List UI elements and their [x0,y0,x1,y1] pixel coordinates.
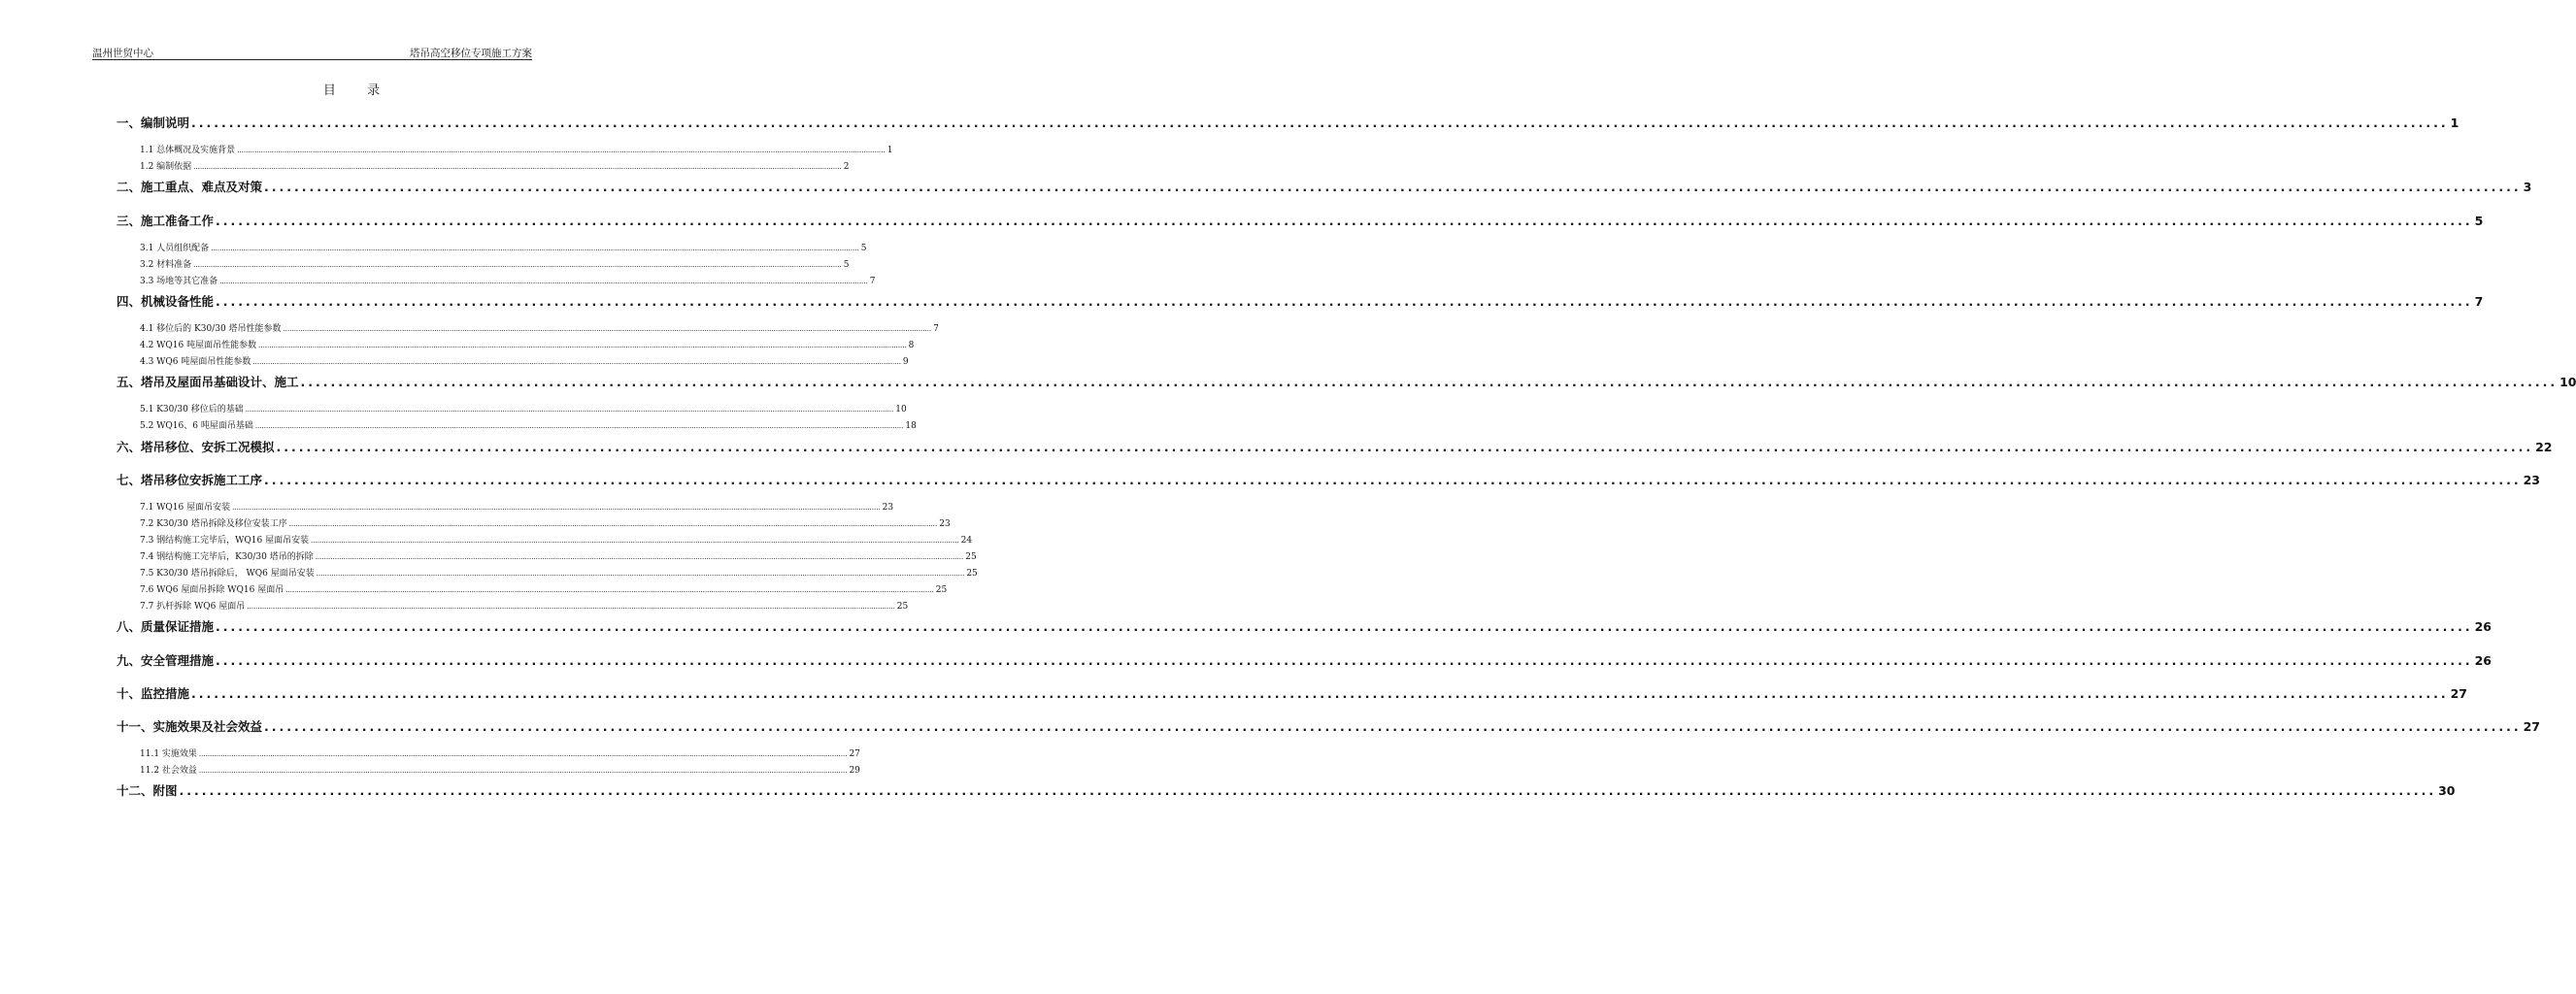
toc-entry-page-number: 26 [2474,619,2492,634]
toc-section-entry[interactable] [140,599,909,612]
toc-entry-page-number: 1 [887,146,893,155]
toc-dot-leader: ............................................................................................................................................................................................................................................................................................................ [276,440,2534,454]
toc-entry-title: 5.1 K30/30 移位后的基础 [140,405,244,414]
toc-entry-title: 二、施工重点、难点及对策 [117,180,263,194]
toc-heading [0,80,703,98]
toc-section-entry[interactable] [140,763,860,776]
toc-entry-title: 4.1 移位后的 K30/30 塔吊性能参数 [140,324,282,334]
toc-dot-leader: ............................................................................................................................................................................................................................................................................................................ [285,586,934,594]
toc-entry-title: 4.2 WQ16 吨屋面吊性能参数 [140,341,257,350]
toc-entry-page-number: 27 [2523,719,2540,734]
toc-dot-leader: ............................................................................................................................................................................................................................................................................................................ [264,180,2522,194]
toc-dot-leader: ............................................................................................................................................................................................................................................................................................................ [300,375,2559,389]
toc-entry-page-number: 3 [2523,180,2532,194]
toc-entry-title: 八、质量保证措施 [117,619,215,634]
toc-chapter-entry[interactable] [117,471,2540,488]
toc-dot-leader: ............................................................................................................................................................................................................................................................................................................ [264,719,2522,734]
toc-entry-page-number: 9 [902,357,909,367]
toc-dot-leader: ............................................................................................................................................................................................................................................................................................................ [258,342,907,349]
toc-entry-title: 7.1 WQ16 屋面吊安装 [140,503,231,513]
toc-entry-title: 一、编制说明 [117,116,190,130]
toc-section-entry[interactable] [140,533,973,546]
toc-entry-page-number: 5 [2474,214,2484,228]
toc-entry-page-number: 25 [966,569,978,579]
toc-chapter-entry[interactable] [117,373,2576,390]
toc-dot-leader: ............................................................................................................................................................................................................................................................................................................ [288,520,938,528]
toc-dot-leader: ............................................................................................................................................................................................................................................................................................................ [252,358,901,366]
toc-entry-page-number: 1 [2450,116,2459,130]
toc-entry-title: 七、塔吊移位安拆施工工序 [117,473,263,487]
toc-dot-leader: ............................................................................................................................................................................................................................................................................................................ [316,570,965,578]
toc-dot-leader: ............................................................................................................................................................................................................................................................................................................ [191,686,2449,701]
toc-dot-leader: ............................................................................................................................................................................................................................................................................................................ [198,767,848,775]
toc-chapter-entry[interactable] [117,178,2532,195]
toc-entry-page-number: 27 [849,749,860,759]
toc-section-entry[interactable] [140,338,915,350]
toc-entry-page-number: 27 [2450,686,2467,701]
toc-entry-title: 7.4 钢结构施工完毕后，K30/30 塔吊的拆除 [140,552,314,562]
toc-entry-title: 三、施工准备工作 [117,214,215,228]
toc-chapter-entry[interactable] [117,651,2492,669]
toc-entry-page-number: 25 [965,552,977,562]
toc-entry-title: 7.6 WQ6 屋面吊拆除 WQ16 屋面吊 [140,585,284,595]
toc-heading-char-1: 目 [322,83,336,98]
toc-entry-title: 7.2 K30/30 塔吊拆除及移位安装工序 [140,519,287,529]
toc-entry-page-number: 30 [2438,783,2456,798]
toc-entry-title: 3.3 场地等其它准备 [140,277,218,286]
toc-entry-page-number: 23 [2523,473,2540,487]
toc-chapter-entry[interactable] [117,781,2456,799]
toc-entry-title: 3.1 人员组织配备 [140,244,210,253]
toc-dot-leader: ............................................................................................................................................................................................................................................................................................................ [216,619,2473,634]
toc-entry-title: 四、机械设备性能 [117,294,215,309]
toc-chapter-entry[interactable] [117,212,2484,229]
toc-chapter-entry[interactable] [117,684,2467,702]
toc-entry-title: 4.3 WQ6 吨屋面吊性能参数 [140,357,251,367]
toc-entry-page-number: 7 [933,324,939,334]
toc-section-entry[interactable] [140,321,939,334]
toc-chapter-entry[interactable] [117,292,2484,310]
toc-entry-page-number: 22 [2535,440,2553,454]
toc-entry-title: 7.5 K30/30 塔吊拆除后， WQ6 屋面吊安装 [140,569,315,579]
toc-heading-char-2: 录 [367,83,381,98]
page-header [92,46,532,60]
toc-dot-leader: ............................................................................................................................................................................................................................................................................................................ [193,163,842,171]
toc-chapter-entry[interactable] [117,617,2492,635]
toc-entry-page-number: 18 [905,421,917,431]
toc-entry-page-number: 10 [895,405,907,414]
toc-entry-title: 五、塔吊及屋面吊基础设计、施工 [117,375,299,389]
toc-entry-page-number: 7 [2474,294,2484,309]
toc-section-entry[interactable] [140,402,907,414]
toc-section-entry[interactable] [140,274,876,286]
toc-dot-leader: ............................................................................................................................................................................................................................................................................................................ [216,294,2473,309]
toc-entry-page-number: 10 [2559,375,2576,389]
toc-dot-leader: ............................................................................................................................................................................................................................................................................................................ [216,214,2473,228]
toc-entry-title: 11.1 实施效果 [140,749,197,759]
toc-dot-leader: ............................................................................................................................................................................................................................................................................................................ [237,147,886,154]
toc-entry-page-number: 25 [935,585,948,595]
toc-dot-leader: ............................................................................................................................................................................................................................................................................................................ [311,537,959,545]
toc-entry-title: 1.1 总体概况及实施背景 [140,146,236,155]
toc-section-entry[interactable] [140,516,951,529]
toc-dot-leader: ............................................................................................................................................................................................................................................................................................................ [216,653,2473,668]
toc-entry-page-number: 7 [869,277,876,286]
toc-entry-page-number: 5 [843,260,850,270]
toc-entry-page-number: 2 [843,162,850,172]
toc-dot-leader: ............................................................................................................................................................................................................................................................................................................ [264,473,2522,487]
toc-dot-leader: ............................................................................................................................................................................................................................................................................................................ [315,553,964,561]
toc-entry-page-number: 24 [960,536,973,546]
toc-section-entry[interactable] [140,159,850,172]
toc-entry-title: 3.2 材料准备 [140,260,192,270]
toc-entry-page-number: 26 [2474,653,2492,668]
toc-entry-page-number: 8 [908,341,915,350]
toc-entry-page-number: 25 [896,602,909,612]
toc-entry-title: 十二、附图 [117,783,178,798]
toc-section-entry[interactable] [140,566,978,579]
toc-chapter-entry[interactable] [117,114,2459,131]
header-document-title: 塔吊高空移位专项施工方案 [410,48,532,59]
toc-entry-title: 7.3 钢结构施工完毕后，WQ16 屋面吊安装 [140,536,310,546]
toc-entry-title: 11.2 社会效益 [140,766,197,776]
toc-dot-leader: ............................................................................................................................................................................................................................................................................................................ [247,603,895,611]
toc-entry-page-number: 29 [849,766,860,776]
toc-entry-title: 六、塔吊移位、安拆工况模拟 [117,440,275,454]
toc-entry-page-number: 23 [939,519,951,529]
toc-dot-leader: ............................................................................................................................................................................................................................................................................................................ [219,278,868,285]
toc-entry-page-number: 23 [882,503,894,513]
toc-dot-leader: ............................................................................................................................................................................................................................................................................................................ [193,261,842,269]
toc-dot-leader: ............................................................................................................................................................................................................................................................................................................ [283,325,932,333]
toc-section-entry[interactable] [140,418,917,431]
toc-dot-leader: ............................................................................................................................................................................................................................................................................................................ [198,750,848,758]
toc-entry-title: 十一、实施效果及社会效益 [117,719,263,734]
toc-entry-title: 十、监控措施 [117,686,190,701]
toc-dot-leader: ............................................................................................................................................................................................................................................................................................................ [254,422,904,430]
toc-dot-leader: ............................................................................................................................................................................................................................................................................................................ [232,504,881,512]
toc-dot-leader: ............................................................................................................................................................................................................................................................................................................ [245,406,894,414]
toc-entry-title: 1.2 编制依据 [140,162,192,172]
toc-section-entry[interactable] [140,582,948,595]
toc-section-entry[interactable] [140,746,860,759]
toc-entry-page-number: 5 [860,244,867,253]
toc-section-entry[interactable] [140,241,867,253]
toc-section-entry[interactable] [140,549,977,562]
header-project-name: 温州世贸中心 [92,48,153,59]
toc-section-entry[interactable] [140,500,894,513]
toc-chapter-entry[interactable] [117,717,2540,735]
toc-entry-title: 5.2 WQ16、6 吨屋面吊基础 [140,421,253,431]
toc-section-entry[interactable] [140,257,850,270]
toc-dot-leader: ............................................................................................................................................................................................................................................................................................................ [211,245,859,252]
toc-entry-title: 九、安全管理措施 [117,653,215,668]
toc-dot-leader: ............................................................................................................................................................................................................................................................................................................ [191,116,2449,130]
toc-section-entry[interactable] [140,143,893,155]
toc-dot-leader: ............................................................................................................................................................................................................................................................................................................ [179,783,2437,798]
toc-chapter-entry[interactable] [117,438,2553,455]
toc-entry-title: 7.7 扒杆拆除 WQ6 屋面吊 [140,602,246,612]
toc-section-entry[interactable] [140,354,909,367]
